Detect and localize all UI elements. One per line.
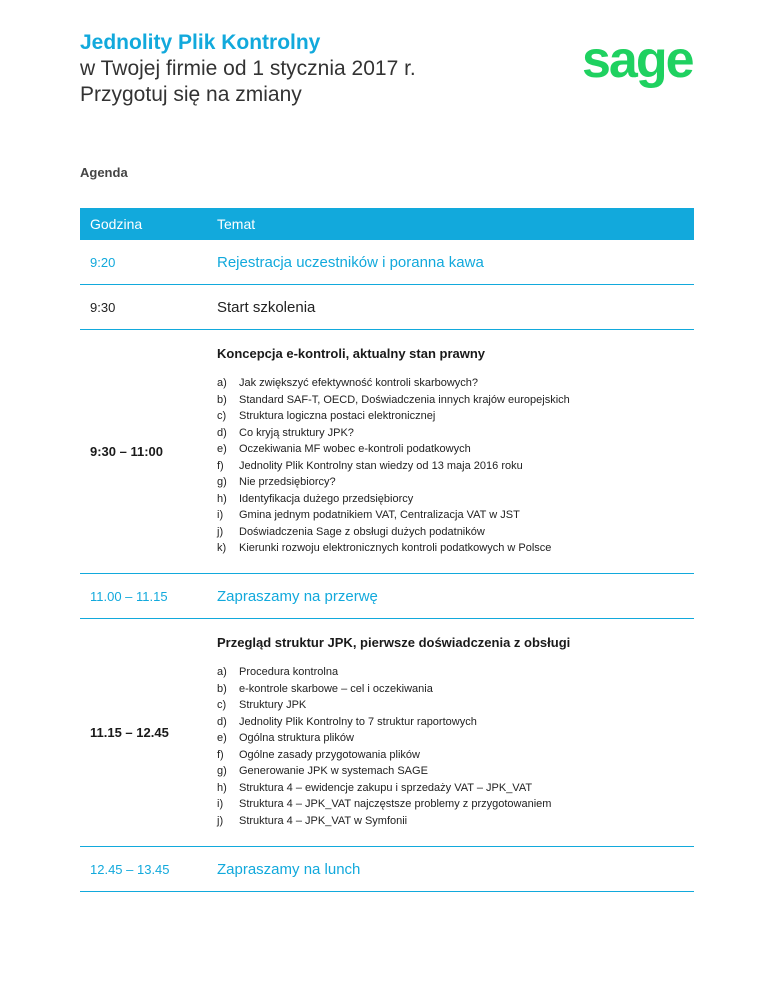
item-letter: d)	[217, 715, 227, 728]
item-letter: h)	[217, 492, 227, 505]
list-item	[217, 375, 694, 392]
header-topic: Temat	[217, 216, 256, 232]
table-row	[80, 847, 694, 892]
document-subtitle-line2: Przygotuj się na zmiany	[80, 83, 302, 106]
list-item	[217, 697, 694, 714]
table-row	[80, 574, 694, 619]
row-topic: Rejestracja uczestników i poranna kawa	[217, 253, 484, 271]
table-row-session	[80, 330, 694, 574]
item-letter: k)	[217, 542, 227, 554]
session-title: Przegląd struktur JPK, pierwsze doświadczenia z obsługi	[217, 635, 571, 650]
item-letter: j)	[217, 525, 224, 538]
item-letter: g)	[217, 765, 227, 777]
item-text: Standard SAF-T, OECD, Doświadczenia innych krajów europejskich	[239, 393, 570, 406]
item-letter: f)	[217, 748, 224, 761]
item-text: Co kryją struktury JPK?	[239, 426, 354, 439]
list-item	[217, 780, 694, 797]
item-letter: b)	[217, 682, 227, 695]
item-text: Struktura 4 – ewidencje zakupu i sprzedaży VAT – JPK_VAT	[239, 781, 533, 794]
session-title: Koncepcja e-kontroli, aktualny stan prawny	[217, 346, 486, 361]
row-time: 11.15 – 12.45	[90, 725, 169, 740]
list-item	[217, 664, 694, 681]
item-text: Identyfikacja dużego przedsiębiorcy	[239, 492, 414, 505]
row-topic: Zapraszamy na przerwę	[217, 587, 378, 605]
table-row	[80, 285, 694, 330]
table-header	[80, 208, 694, 240]
item-text: Jednolity Plik Kontrolny stan wiedzy od 13 maja 2016 roku	[239, 459, 523, 472]
list-item	[217, 730, 694, 747]
table-row	[80, 240, 694, 285]
list-item	[217, 491, 694, 508]
sage-logo: sage	[582, 31, 693, 89]
list-item	[217, 507, 694, 524]
item-text: Kierunki rozwoju elektronicznych kontroli podatkowych w Polsce	[239, 542, 552, 554]
item-letter: h)	[217, 781, 227, 794]
item-text: Ogólne zasady przygotowania plików	[239, 748, 420, 761]
agenda-table	[80, 208, 694, 892]
document-subtitle-line1: w Twojej firmie od 1 stycznia 2017 r.	[80, 57, 416, 80]
list-item	[217, 474, 694, 491]
list-item	[217, 796, 694, 813]
item-letter: c)	[217, 410, 227, 422]
list-item	[217, 681, 694, 698]
item-letter: b)	[217, 393, 227, 406]
header-time: Godzina	[90, 216, 143, 232]
item-text: Doświadczenia Sage z obsługi dużych podatników	[239, 525, 485, 538]
list-item	[217, 408, 694, 425]
row-time: 12.45 – 13.45	[90, 861, 170, 877]
item-text: Struktury JPK	[239, 699, 307, 711]
row-topic: Start szkolenia	[217, 298, 316, 316]
agenda-heading: Agenda	[80, 165, 128, 180]
list-item	[217, 540, 694, 557]
item-letter: g)	[217, 476, 227, 488]
item-letter: i)	[217, 509, 224, 521]
session-content	[217, 330, 694, 573]
item-letter: j)	[217, 814, 224, 827]
list-item	[217, 425, 694, 442]
list-item	[217, 392, 694, 409]
item-text: Gmina jednym podatnikiem VAT, Centralizacja VAT w JST	[239, 509, 520, 521]
item-text: e-kontrole skarbowe – cel i oczekiwania	[239, 682, 433, 695]
item-text: Nie przedsiębiorcy?	[239, 476, 336, 488]
item-text: Jak zwiększyć efektywność kontroli skarbowych?	[239, 377, 479, 389]
row-time: 9:20	[90, 254, 116, 270]
item-letter: d)	[217, 426, 227, 439]
session-items	[217, 375, 694, 557]
session-items	[217, 664, 694, 829]
item-text: Struktura logiczna postaci elektronicznej	[239, 410, 436, 422]
item-text: Oczekiwania MF wobec e-kontroli podatkowych	[239, 443, 471, 455]
list-item	[217, 763, 694, 780]
list-item	[217, 441, 694, 458]
row-time: 9:30 – 11:00	[90, 444, 164, 459]
document-title: Jednolity Plik Kontrolny	[80, 31, 321, 54]
item-letter: c)	[217, 699, 227, 711]
item-text: Struktura 4 – JPK_VAT w Symfonii	[239, 814, 408, 827]
row-topic: Zapraszamy na lunch	[217, 860, 361, 878]
item-letter: i)	[217, 798, 224, 810]
item-letter: e)	[217, 443, 227, 455]
item-text: Ogólna struktura plików	[239, 732, 354, 744]
item-text: Generowanie JPK w systemach SAGE	[239, 765, 428, 777]
table-row-session	[80, 619, 694, 847]
list-item	[217, 813, 694, 830]
session-content	[217, 619, 694, 846]
item-text: Struktura 4 – JPK_VAT najczęstsze problemy z przygotowaniem	[239, 798, 552, 810]
document-header	[80, 30, 416, 108]
item-letter: a)	[217, 666, 227, 678]
item-letter: f)	[217, 459, 224, 472]
list-item	[217, 458, 694, 475]
row-time: 9:30	[90, 299, 116, 315]
list-item	[217, 524, 694, 541]
row-time: 11.00 – 11.15	[90, 588, 168, 604]
item-text: Jednolity Plik Kontrolny to 7 struktur raportowych	[239, 715, 477, 728]
list-item	[217, 714, 694, 731]
item-text: Procedura kontrolna	[239, 666, 339, 678]
item-letter: a)	[217, 377, 227, 389]
item-letter: e)	[217, 732, 227, 744]
list-item	[217, 747, 694, 764]
